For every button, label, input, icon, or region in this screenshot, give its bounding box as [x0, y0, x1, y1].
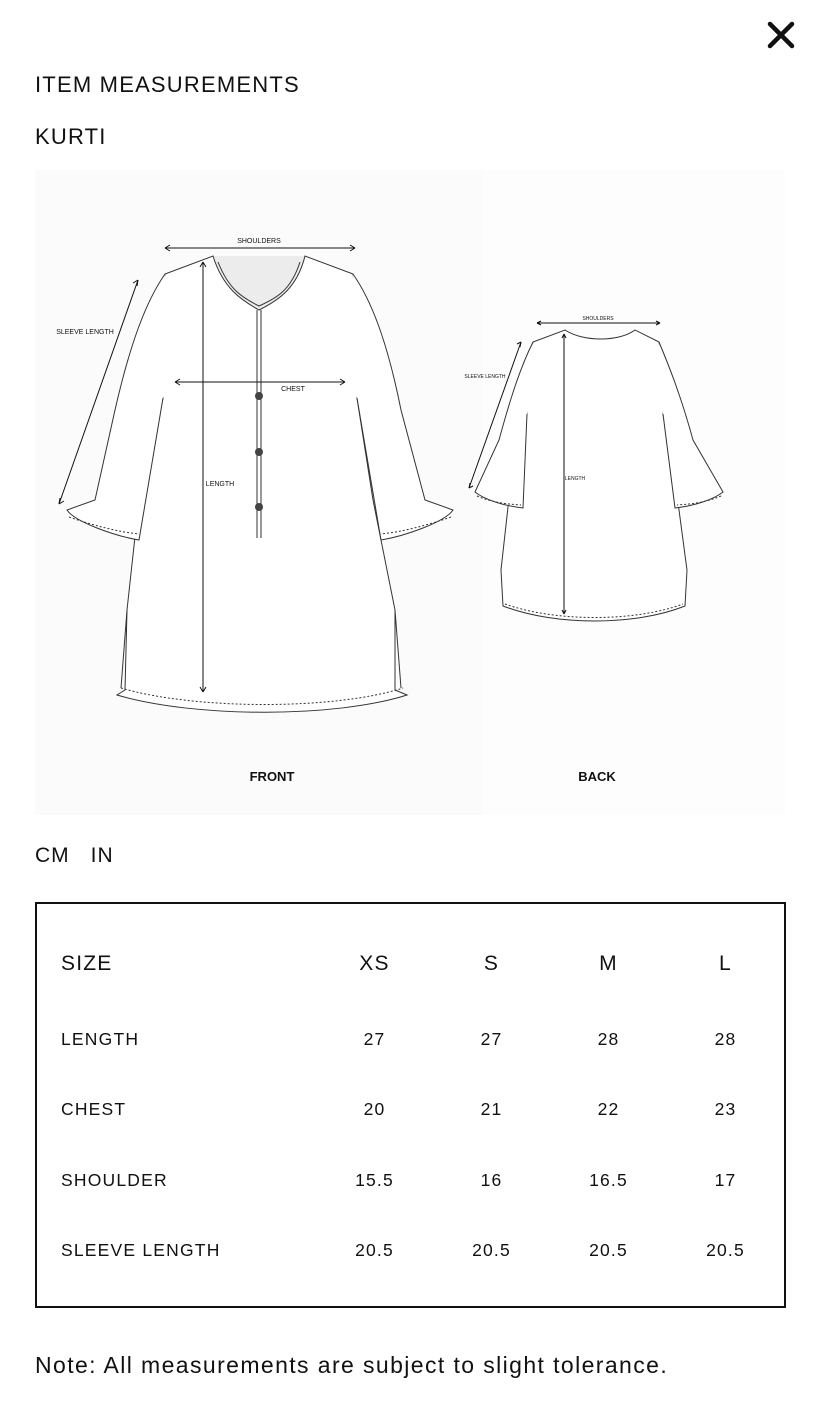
- size-chart: [35, 902, 786, 1308]
- table-row: [37, 1004, 784, 1075]
- table-cell: 23: [714, 1099, 737, 1120]
- front-sleeve-length-label: SLEEVE LENGTH: [56, 329, 114, 336]
- table-cell: 21: [480, 1099, 503, 1120]
- back-caption: BACK: [578, 769, 616, 784]
- row-label: LENGTH: [61, 1028, 140, 1049]
- row-label: SLEEVE LENGTH: [61, 1240, 221, 1261]
- close-icon: [767, 21, 795, 49]
- row-label: SHOULDER: [61, 1169, 168, 1190]
- product-name: KURTI: [35, 124, 107, 149]
- table-cell: 27: [363, 1028, 386, 1049]
- measurement-diagram: [35, 170, 785, 815]
- table-row: [37, 1145, 784, 1216]
- table-cell: 20.5: [706, 1240, 745, 1261]
- table-cell: 28: [597, 1028, 620, 1049]
- close-button[interactable]: [762, 16, 800, 54]
- table-cell: 20.5: [355, 1240, 394, 1261]
- table-cell: 17: [714, 1169, 737, 1190]
- back-shoulders-label: SHOULDERS: [582, 316, 614, 322]
- size-xs-header: XS: [359, 952, 390, 975]
- table-cell: 20.5: [472, 1240, 511, 1261]
- row-label: CHEST: [61, 1099, 127, 1120]
- garment-illustration: [35, 170, 785, 815]
- front-length-label: LENGTH: [205, 481, 235, 488]
- unit-toggle: [35, 844, 114, 868]
- size-chart-header-row: [37, 924, 784, 1004]
- size-s-header: S: [483, 952, 500, 975]
- front-caption: FRONT: [249, 769, 295, 784]
- table-cell: 15.5: [355, 1169, 394, 1190]
- unit-option-in[interactable]: IN: [90, 844, 114, 867]
- back-length-label: LENGTH: [564, 476, 586, 482]
- table-cell: 16.5: [589, 1169, 628, 1190]
- table-cell: 22: [597, 1099, 620, 1120]
- table-cell: 27: [480, 1028, 503, 1049]
- size-l-header: L: [719, 952, 732, 975]
- table-cell: 20.5: [589, 1240, 628, 1261]
- table-cell: 28: [714, 1028, 737, 1049]
- unit-option-cm[interactable]: CM: [35, 844, 70, 867]
- size-m-header: M: [599, 952, 618, 975]
- tolerance-note: Note: All measurements are subject to slight tolerance.: [35, 1352, 669, 1378]
- table-cell: 16: [480, 1169, 503, 1190]
- modal-title: ITEM MEASUREMENTS: [35, 72, 300, 97]
- back-sleeve-length-label: SLEEVE LENGTH: [464, 374, 506, 380]
- table-cell: 20: [363, 1099, 386, 1120]
- size-column-header: SIZE: [61, 952, 113, 975]
- front-chest-label: CHEST: [281, 386, 305, 393]
- table-row: [37, 1075, 784, 1146]
- front-shoulders-label: SHOULDERS: [237, 238, 281, 245]
- table-row: [37, 1216, 784, 1287]
